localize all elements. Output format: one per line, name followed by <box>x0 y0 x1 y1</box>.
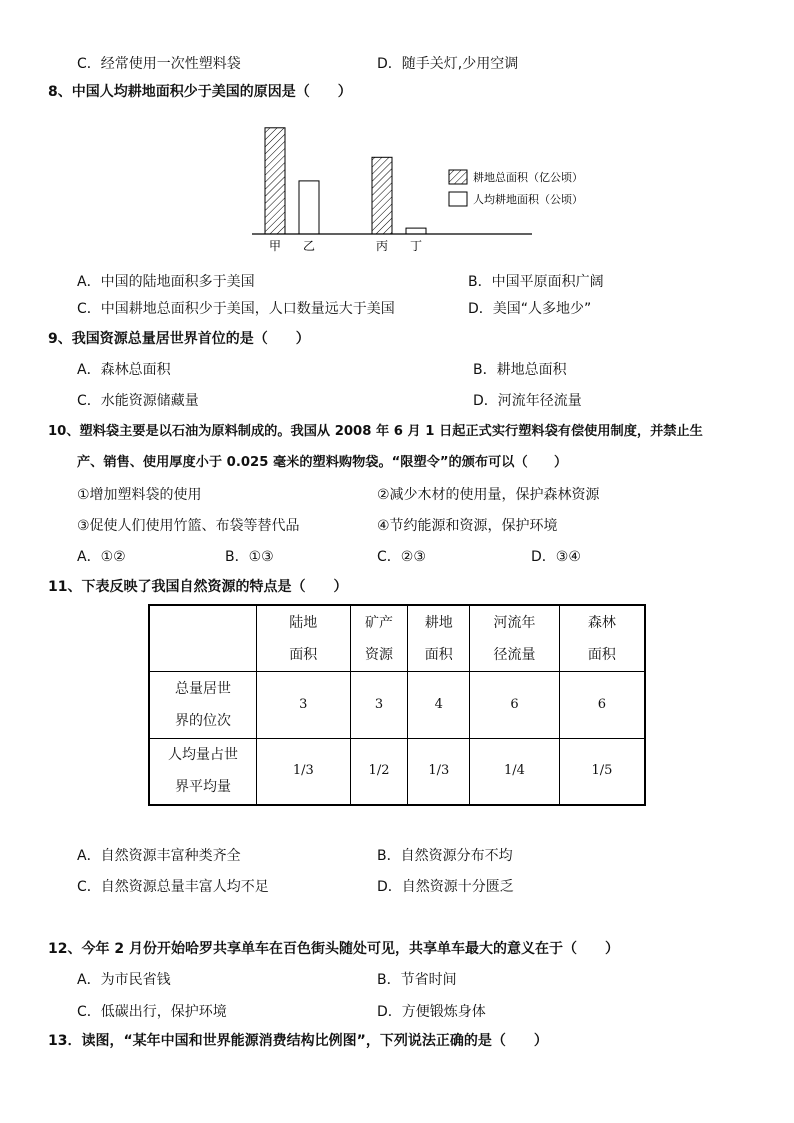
q8-option-b: B．中国平原面积广阔 <box>468 274 604 290</box>
bar-丙 <box>372 157 392 234</box>
q11-stem: 11、下表反映了我国自然资源的特点是（ ） <box>48 579 348 595</box>
legend-swatch <box>449 170 467 184</box>
q8-option-a: A．中国的陆地面积多于美国 <box>77 274 255 290</box>
table-cell: 1/5 <box>559 738 645 805</box>
q11-option-b: B．自然资源分布不均 <box>377 848 513 864</box>
table-cell: 1/3 <box>257 738 351 805</box>
q10-stem-line1: 10、塑料袋主要是以石油为原料制成的。我国从 2008 年 6 月 1 日起正式实行塑料袋有偿使用制度，并禁止生 <box>48 424 703 439</box>
q9-option-c: C．水能资源储藏量 <box>77 393 199 409</box>
table-header-row <box>149 605 645 672</box>
q12-stem: 12、今年 2 月份开始哈罗共享单车在百色街头随处可见，共享单车最大的意义在于（ ） <box>48 941 619 957</box>
table-cell: 4 <box>408 672 470 738</box>
table-row-label: 总量居世 界的位次 <box>149 672 257 738</box>
table-corner-cell <box>149 605 257 672</box>
q10-option-a: A．①② <box>77 549 126 565</box>
bar-甲 <box>265 128 285 234</box>
table-cell: 3 <box>350 672 408 738</box>
q11-option-c: C．自然资源总量丰富人均不足 <box>77 879 269 895</box>
q8-stem: 8、中国人均耕地面积少于美国的原因是（ ） <box>48 84 352 100</box>
table-header-cell: 河流年 径流量 <box>470 605 560 672</box>
q8-option-d: D．美国“人多地少” <box>468 301 592 317</box>
table-row <box>149 672 645 738</box>
resources-table <box>148 604 646 806</box>
category-label: 丁 <box>409 239 423 253</box>
q12-option-b: B．节省时间 <box>377 972 457 988</box>
table-cell: 6 <box>559 672 645 738</box>
q10-option-b: B．①③ <box>225 549 274 565</box>
table-cell: 1/3 <box>408 738 470 805</box>
table-cell: 6 <box>470 672 560 738</box>
q9-option-a: A．森林总面积 <box>77 362 171 378</box>
q10-option-c: C．②③ <box>377 549 426 565</box>
table-cell: 3 <box>257 672 351 738</box>
legend-label: 耕地总面积（亿公顷） <box>473 171 583 184</box>
q12-option-c: C．低碳出行，保护环境 <box>77 1004 227 1020</box>
table-header-cell: 耕地 面积 <box>408 605 470 672</box>
q10-stem-line2: 产、销售、使用厚度小于 0.025 毫米的塑料购物袋。“限塑令”的颁布可以（ ） <box>77 455 568 470</box>
table-row-label: 人均量占世 界平均量 <box>149 738 257 805</box>
q11-option-d: D．自然资源十分匮乏 <box>377 879 514 895</box>
q10-item-4: ④节约能源和资源，保护环境 <box>377 518 558 534</box>
q12-option-d: D．方便锻炼身体 <box>377 1004 486 1020</box>
table-cell: 1/2 <box>350 738 408 805</box>
q9-stem: 9、我国资源总量居世界首位的是（ ） <box>48 331 310 347</box>
q9-option-b: B．耕地总面积 <box>473 362 567 378</box>
bar-乙 <box>299 181 319 234</box>
q10-item-3: ③促使人们使用竹篮、布袋等替代品 <box>77 518 300 534</box>
legend-label: 人均耕地面积（公顷） <box>473 193 583 206</box>
bar-丁 <box>406 228 426 234</box>
legend-swatch <box>449 192 467 206</box>
q8-bar-chart <box>240 108 600 256</box>
table-row <box>149 738 645 805</box>
q12-option-a: A．为市民省钱 <box>77 972 171 988</box>
q9-option-d: D．河流年径流量 <box>473 393 582 409</box>
q10-item-2: ②减少木材的使用量，保护森林资源 <box>377 487 600 503</box>
table-header-cell: 陆地 面积 <box>257 605 351 672</box>
q10-option-d: D．③④ <box>531 549 581 565</box>
table-cell: 1/4 <box>470 738 560 805</box>
category-label: 乙 <box>302 239 316 253</box>
q11-option-a: A．自然资源丰富种类齐全 <box>77 848 241 864</box>
category-label: 丙 <box>375 239 389 253</box>
q7-option-d: D．随手关灯,少用空调 <box>377 56 519 72</box>
table-header-cell: 森林 面积 <box>559 605 645 672</box>
q8-option-c: C．中国耕地总面积少于美国，人口数量远大于美国 <box>77 301 395 317</box>
q7-option-c: C．经常使用一次性塑料袋 <box>77 56 241 72</box>
q10-item-1: ①增加塑料袋的使用 <box>77 487 202 503</box>
q13-stem: 13．读图，“某年中国和世界能源消费结构比例图”，下列说法正确的是（ ） <box>48 1033 548 1049</box>
table-header-cell: 矿产 资源 <box>350 605 408 672</box>
category-label: 甲 <box>268 239 282 253</box>
